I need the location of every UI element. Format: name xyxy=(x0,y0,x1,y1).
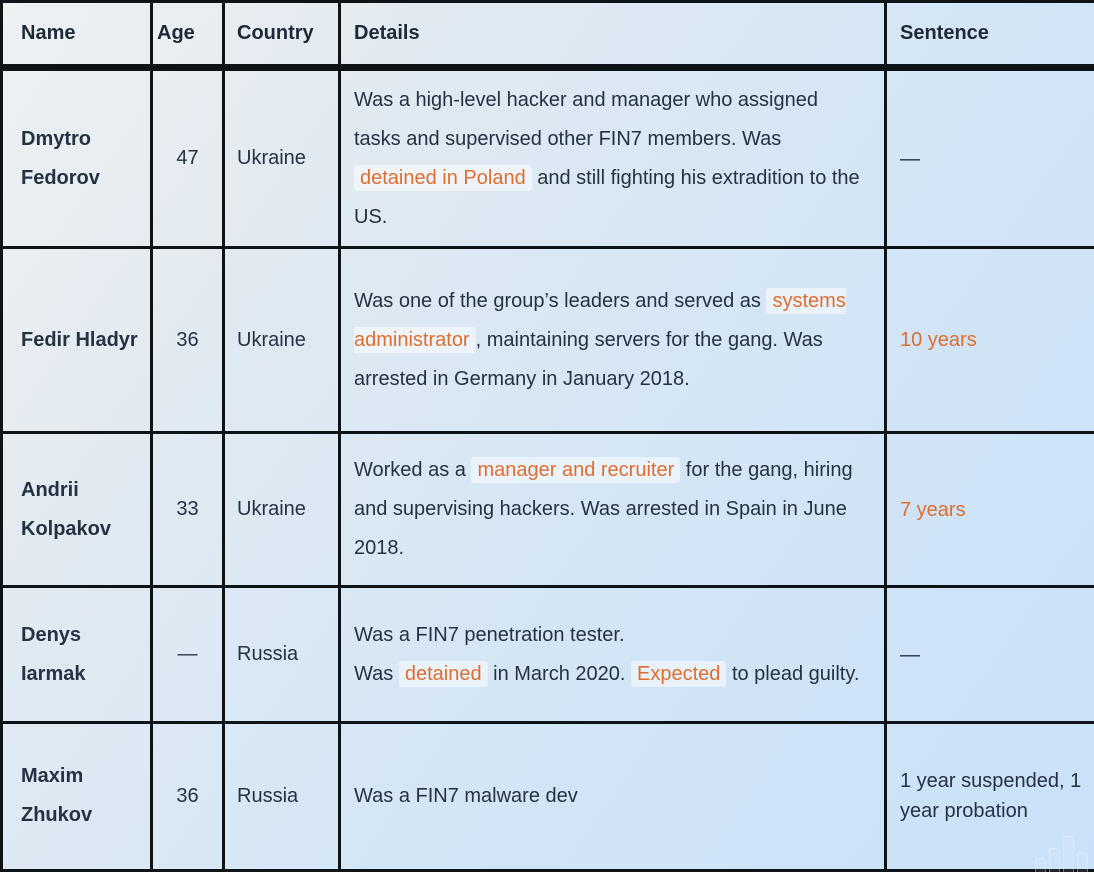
details-text: Was one of the group’s leaders and served as xyxy=(354,289,767,312)
header-row xyxy=(2,2,1094,68)
table-header xyxy=(2,2,1094,68)
details-text: Was a high-level hacker and manager who assigned tasks and supervised other FIN7 members. Was xyxy=(354,88,818,150)
details-text: Was xyxy=(354,662,399,685)
details-text: and still fighting his extradition to the US. xyxy=(354,166,860,228)
highlight-link[interactable]: detained in Poland xyxy=(354,165,532,191)
highlight-link[interactable]: detained xyxy=(399,661,488,687)
cell-details xyxy=(340,248,886,433)
cell-age: 36 xyxy=(152,722,224,870)
cell-details xyxy=(340,722,886,870)
cell-sentence xyxy=(886,722,1094,870)
table-row xyxy=(2,722,1094,870)
column-header-age: Age xyxy=(152,2,224,68)
column-header-sentence: Sentence xyxy=(886,2,1094,68)
cell-age: 47 xyxy=(152,68,224,248)
cell-country: Ukraine xyxy=(224,68,340,248)
sentence-link[interactable]: 7 years xyxy=(900,498,966,521)
details-text: in March 2020. xyxy=(487,662,631,685)
cell-country: Russia xyxy=(224,722,340,870)
details-text: Was a FIN7 penetration tester. xyxy=(354,623,625,646)
sentence-link[interactable]: 10 years xyxy=(900,329,977,352)
cell-sentence xyxy=(886,68,1094,248)
cell-country: Ukraine xyxy=(224,432,340,586)
cell-name: Fedir Hladyr xyxy=(2,248,152,433)
highlight-link[interactable]: Expected xyxy=(631,661,726,687)
sentence-value: 1 year suspended, 1 year probation xyxy=(900,770,1082,823)
cell-sentence xyxy=(886,587,1094,723)
details-text: to plead guilty. xyxy=(726,662,860,685)
cell-name: Dmytro Fedorov xyxy=(2,68,152,248)
details-text: Worked as a xyxy=(354,459,472,482)
details-text: Was a FIN7 malware dev xyxy=(354,784,578,807)
column-header-country: Country xyxy=(224,2,340,68)
table-row xyxy=(2,68,1094,248)
cell-country: Russia xyxy=(224,587,340,723)
cell-sentence xyxy=(886,248,1094,433)
cell-details xyxy=(340,432,886,586)
cell-details xyxy=(340,587,886,723)
cell-age: — xyxy=(152,587,224,723)
cell-age: 33 xyxy=(152,432,224,586)
cell-age: 36 xyxy=(152,248,224,433)
details-text: for the gang, hiring and supervising hackers. Was arrested in Spain in June 2018. xyxy=(354,459,853,560)
column-header-details: Details xyxy=(340,2,886,68)
sentence-value: — xyxy=(900,643,920,666)
table-body xyxy=(2,68,1094,871)
cell-details xyxy=(340,68,886,248)
table-row xyxy=(2,432,1094,586)
cell-country: Ukraine xyxy=(224,248,340,433)
highlight-link[interactable]: manager and recruiter xyxy=(471,457,680,483)
cell-name: Andrii Kolpakov xyxy=(2,432,152,586)
table-row xyxy=(2,248,1094,433)
cell-name: Denys Iarmak xyxy=(2,587,152,723)
cell-name: Maxim Zhukov xyxy=(2,722,152,870)
column-header-name: Name xyxy=(2,2,152,68)
highlight-link[interactable]: systems administrator xyxy=(354,289,846,351)
sentence-value: — xyxy=(900,147,920,170)
cell-sentence xyxy=(886,432,1094,586)
table-row xyxy=(2,587,1094,723)
details-text: , maintaining servers for the gang. Was arrested in Germany in January 2018. xyxy=(354,328,823,390)
